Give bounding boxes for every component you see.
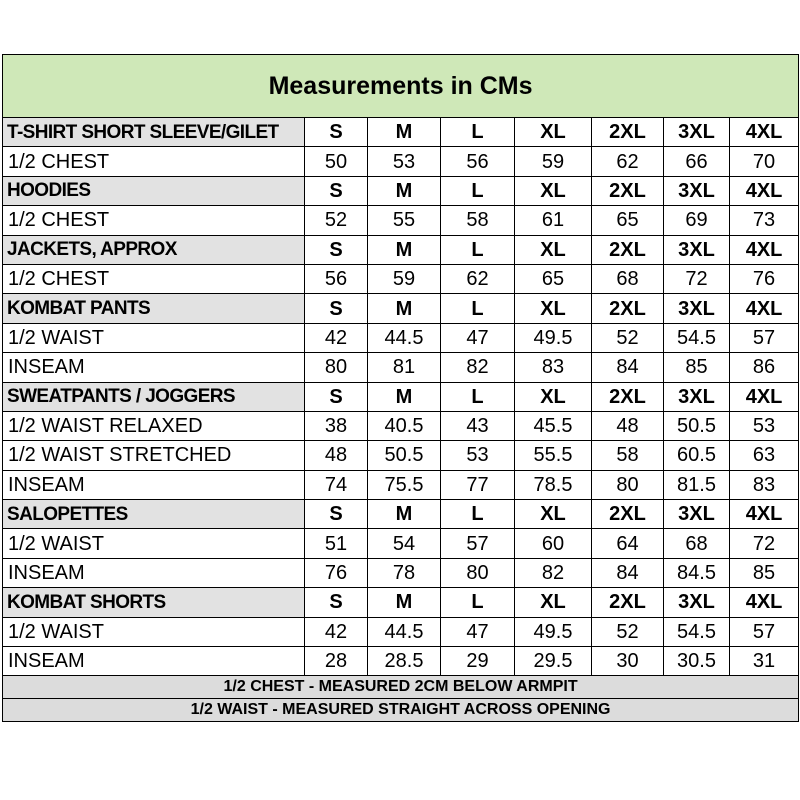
chart-title: Measurements in CMs [3, 55, 799, 118]
size-header: M [368, 294, 441, 323]
title-row [3, 55, 799, 118]
measurement-value: 74 [305, 470, 368, 499]
measurement-value: 78 [368, 558, 441, 587]
measurement-value: 29 [441, 647, 515, 676]
measurement-value: 28 [305, 647, 368, 676]
measurement-value: 65 [592, 206, 664, 235]
measurement-value: 62 [441, 264, 515, 293]
size-header: S [305, 176, 368, 205]
measurement-value: 38 [305, 411, 368, 440]
size-header: S [305, 118, 368, 147]
section-header-row [3, 176, 799, 205]
measurement-label: 1/2 CHEST [3, 264, 305, 293]
measurement-value: 44.5 [368, 617, 441, 646]
measurement-value: 47 [441, 617, 515, 646]
size-header: 4XL [730, 235, 799, 264]
measurement-label: 1/2 CHEST [3, 206, 305, 235]
measurement-value: 76 [730, 264, 799, 293]
measurement-value: 81 [368, 353, 441, 382]
measurement-value: 78.5 [515, 470, 592, 499]
measurement-value: 76 [305, 558, 368, 587]
measurement-value: 50.5 [368, 441, 441, 470]
footnote-row [3, 699, 799, 722]
measurement-value: 60.5 [664, 441, 730, 470]
measurement-value: 62 [592, 147, 664, 176]
section-header-row [3, 118, 799, 147]
measurement-value: 50.5 [664, 411, 730, 440]
measurement-value: 68 [664, 529, 730, 558]
table-row [3, 529, 799, 558]
measurement-value: 63 [730, 441, 799, 470]
measurement-label: INSEAM [3, 353, 305, 382]
size-header: XL [515, 500, 592, 529]
measurement-value: 48 [592, 411, 664, 440]
section-title: SWEATPANTS / JOGGERS [3, 382, 305, 411]
size-header: 2XL [592, 176, 664, 205]
measurement-label: 1/2 WAIST [3, 617, 305, 646]
measurement-value: 50 [305, 147, 368, 176]
size-header: 2XL [592, 588, 664, 617]
measurement-value: 59 [515, 147, 592, 176]
size-header: S [305, 235, 368, 264]
measurement-value: 55 [368, 206, 441, 235]
size-header: S [305, 294, 368, 323]
measurement-value: 85 [730, 558, 799, 587]
measurement-value: 54.5 [664, 617, 730, 646]
table-row [3, 558, 799, 587]
measurement-label: 1/2 WAIST [3, 323, 305, 352]
measurement-value: 30 [592, 647, 664, 676]
footnote: 1/2 CHEST - MEASURED 2CM BELOW ARMPIT [3, 676, 799, 699]
measurement-value: 52 [305, 206, 368, 235]
size-header: 4XL [730, 588, 799, 617]
size-header: L [441, 235, 515, 264]
measurement-value: 85 [664, 353, 730, 382]
measurement-value: 86 [730, 353, 799, 382]
measurement-value: 55.5 [515, 441, 592, 470]
size-header: L [441, 500, 515, 529]
section-header-row [3, 294, 799, 323]
measurement-label: 1/2 WAIST RELAXED [3, 411, 305, 440]
measurement-value: 53 [368, 147, 441, 176]
measurement-value: 43 [441, 411, 515, 440]
table-row [3, 264, 799, 293]
size-header: M [368, 235, 441, 264]
size-header: XL [515, 294, 592, 323]
section-header-row [3, 588, 799, 617]
measurement-value: 42 [305, 617, 368, 646]
size-header: XL [515, 588, 592, 617]
size-header: 3XL [664, 500, 730, 529]
measurement-value: 82 [515, 558, 592, 587]
measurement-value: 72 [664, 264, 730, 293]
measurement-value: 30.5 [664, 647, 730, 676]
table-row [3, 470, 799, 499]
size-header: 3XL [664, 588, 730, 617]
table-row [3, 147, 799, 176]
section-title: KOMBAT PANTS [3, 294, 305, 323]
size-header: L [441, 588, 515, 617]
measurement-value: 64 [592, 529, 664, 558]
measurement-value: 59 [368, 264, 441, 293]
measurement-value: 83 [515, 353, 592, 382]
measurement-value: 60 [515, 529, 592, 558]
measurement-value: 69 [664, 206, 730, 235]
section-title: JACKETS, APPROX [3, 235, 305, 264]
section-title: T-SHIRT SHORT SLEEVE/GILET [3, 118, 305, 147]
measurement-value: 31 [730, 647, 799, 676]
measurement-value: 57 [730, 323, 799, 352]
measurement-value: 83 [730, 470, 799, 499]
measurement-label: 1/2 CHEST [3, 147, 305, 176]
measurement-value: 84 [592, 353, 664, 382]
measurement-value: 54.5 [664, 323, 730, 352]
measurement-value: 72 [730, 529, 799, 558]
measurement-value: 84 [592, 558, 664, 587]
size-header: S [305, 500, 368, 529]
size-header: XL [515, 176, 592, 205]
measurement-value: 53 [441, 441, 515, 470]
measurement-value: 28.5 [368, 647, 441, 676]
measurement-value: 68 [592, 264, 664, 293]
measurement-value: 82 [441, 353, 515, 382]
measurement-value: 52 [592, 323, 664, 352]
size-header: 4XL [730, 118, 799, 147]
measurement-label: INSEAM [3, 470, 305, 499]
size-header: 3XL [664, 294, 730, 323]
measurement-label: 1/2 WAIST [3, 529, 305, 558]
measurement-value: 77 [441, 470, 515, 499]
size-header: 2XL [592, 118, 664, 147]
size-header: 2XL [592, 235, 664, 264]
size-header: XL [515, 235, 592, 264]
measurement-value: 42 [305, 323, 368, 352]
size-header: 2XL [592, 294, 664, 323]
measurement-value: 80 [592, 470, 664, 499]
size-chart-table [2, 54, 799, 722]
section-title: HOODIES [3, 176, 305, 205]
table-row [3, 441, 799, 470]
size-chart-body [3, 55, 799, 722]
size-header: M [368, 500, 441, 529]
measurement-value: 53 [730, 411, 799, 440]
measurement-value: 70 [730, 147, 799, 176]
measurement-value: 49.5 [515, 323, 592, 352]
measurement-value: 51 [305, 529, 368, 558]
table-row [3, 323, 799, 352]
table-row [3, 617, 799, 646]
measurement-label: INSEAM [3, 558, 305, 587]
measurement-value: 40.5 [368, 411, 441, 440]
measurement-value: 65 [515, 264, 592, 293]
table-row [3, 411, 799, 440]
measurement-value: 58 [441, 206, 515, 235]
table-row [3, 206, 799, 235]
measurement-label: 1/2 WAIST STRETCHED [3, 441, 305, 470]
size-header: M [368, 588, 441, 617]
measurement-value: 80 [441, 558, 515, 587]
size-header: 3XL [664, 118, 730, 147]
measurement-value: 45.5 [515, 411, 592, 440]
table-row [3, 353, 799, 382]
section-header-row [3, 382, 799, 411]
size-header: S [305, 588, 368, 617]
size-header: XL [515, 118, 592, 147]
size-header: XL [515, 382, 592, 411]
footnote: 1/2 WAIST - MEASURED STRAIGHT ACROSS OPENING [3, 699, 799, 722]
size-header: L [441, 382, 515, 411]
measurement-value: 47 [441, 323, 515, 352]
section-header-row [3, 235, 799, 264]
size-header: M [368, 176, 441, 205]
size-header: 3XL [664, 382, 730, 411]
measurement-value: 75.5 [368, 470, 441, 499]
size-header: M [368, 118, 441, 147]
size-header: 4XL [730, 382, 799, 411]
size-header: 2XL [592, 382, 664, 411]
measurement-value: 56 [305, 264, 368, 293]
size-header: L [441, 176, 515, 205]
size-header: 4XL [730, 500, 799, 529]
measurement-value: 44.5 [368, 323, 441, 352]
size-header: S [305, 382, 368, 411]
section-title: SALOPETTES [3, 500, 305, 529]
measurement-value: 48 [305, 441, 368, 470]
measurement-value: 54 [368, 529, 441, 558]
size-header: L [441, 118, 515, 147]
table-row [3, 647, 799, 676]
size-header: M [368, 382, 441, 411]
measurement-value: 73 [730, 206, 799, 235]
measurement-value: 29.5 [515, 647, 592, 676]
measurement-value: 81.5 [664, 470, 730, 499]
measurement-value: 58 [592, 441, 664, 470]
section-header-row [3, 500, 799, 529]
measurement-value: 57 [730, 617, 799, 646]
measurement-value: 57 [441, 529, 515, 558]
section-title: KOMBAT SHORTS [3, 588, 305, 617]
size-header: 2XL [592, 500, 664, 529]
measurement-label: INSEAM [3, 647, 305, 676]
measurement-value: 66 [664, 147, 730, 176]
size-header: L [441, 294, 515, 323]
footnote-row [3, 676, 799, 699]
measurement-value: 49.5 [515, 617, 592, 646]
size-header: 3XL [664, 176, 730, 205]
measurement-value: 61 [515, 206, 592, 235]
measurement-value: 52 [592, 617, 664, 646]
size-header: 3XL [664, 235, 730, 264]
measurement-value: 56 [441, 147, 515, 176]
measurement-value: 80 [305, 353, 368, 382]
size-header: 4XL [730, 294, 799, 323]
size-header: 4XL [730, 176, 799, 205]
measurement-value: 84.5 [664, 558, 730, 587]
